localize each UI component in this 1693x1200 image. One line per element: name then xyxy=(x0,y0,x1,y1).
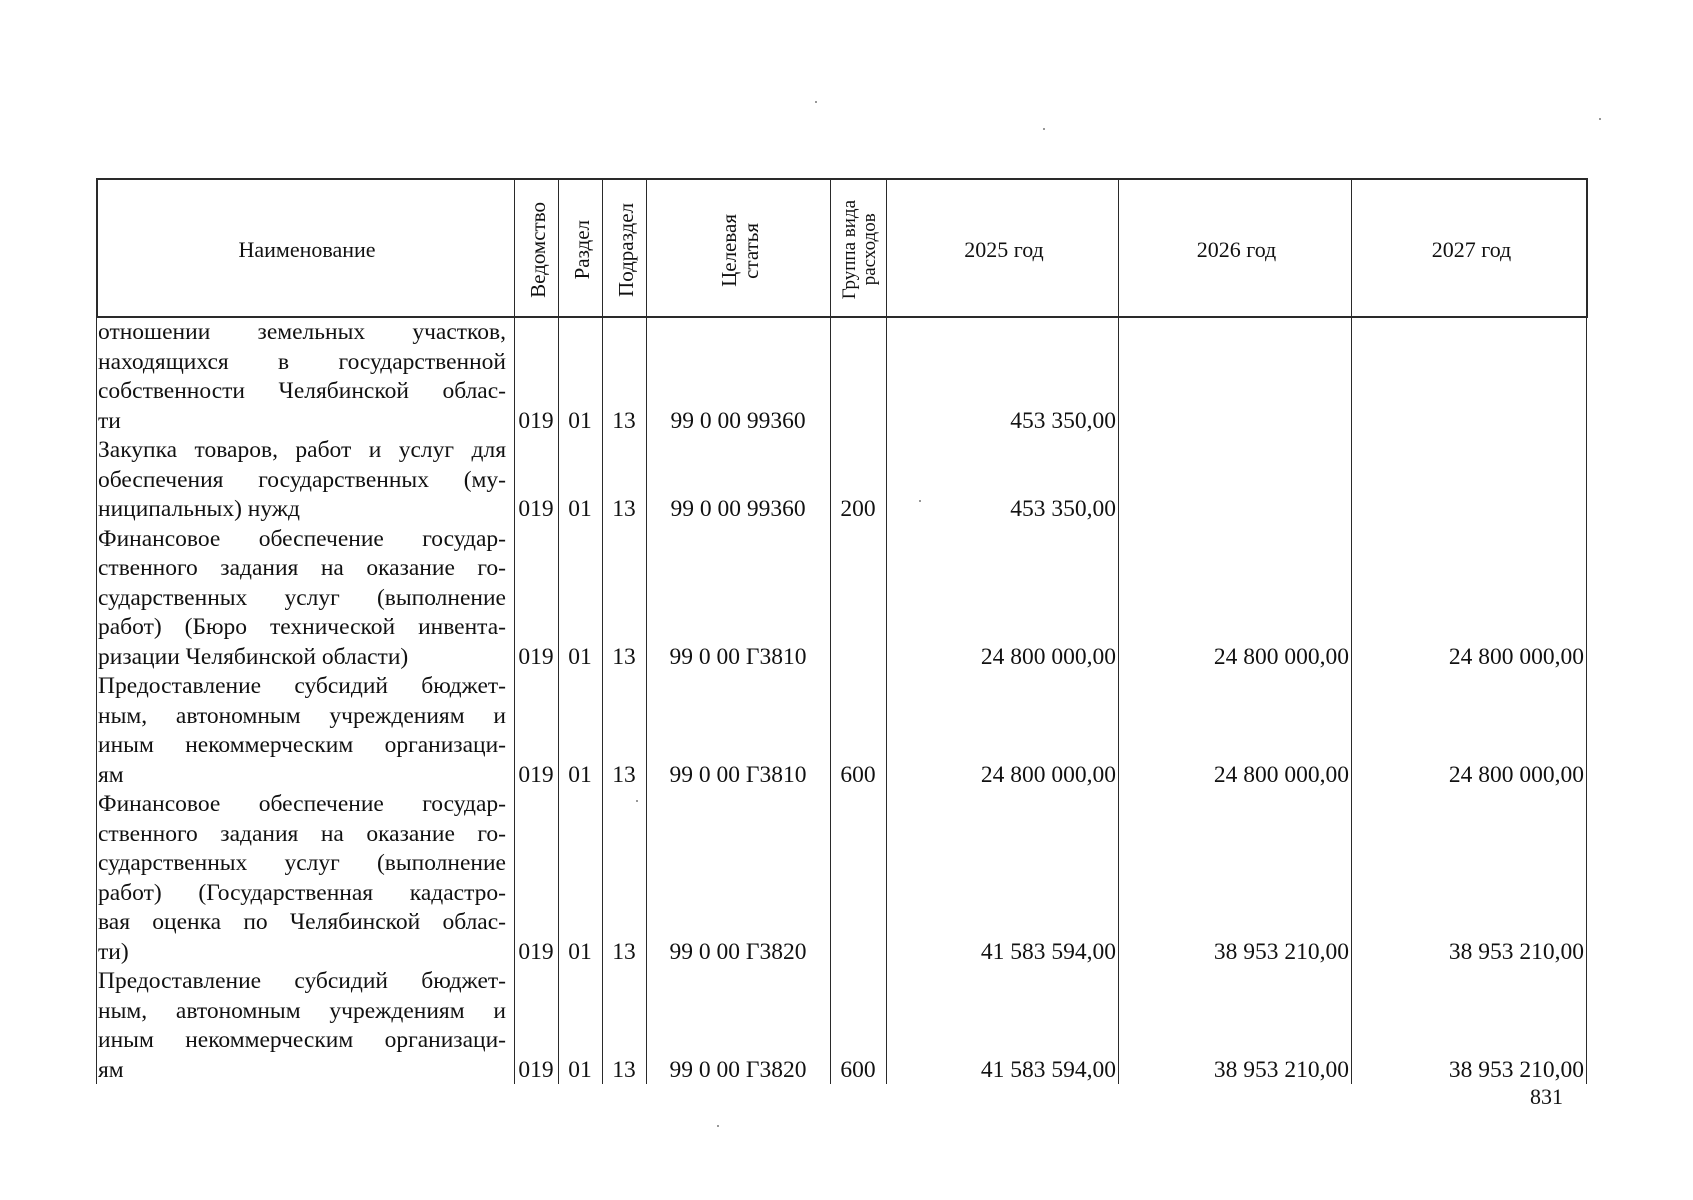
row-section: 01 xyxy=(568,938,592,965)
row-subsection: 13 xyxy=(612,761,636,788)
row-subsection: 13 xyxy=(612,643,636,670)
row-section: 01 xyxy=(568,496,592,522)
row-name-line: ям xyxy=(98,1056,124,1083)
row-name-line: вая оценка по Челябинской облас- xyxy=(98,909,506,935)
row-name xyxy=(98,790,506,967)
row-amount-2026: 38 953 210,00 xyxy=(1213,938,1349,965)
row-target-article: 99 0 00 Г3810 xyxy=(669,761,807,788)
row-target-article: 99 0 00 Г3820 xyxy=(669,938,807,965)
row-subsection: 13 xyxy=(612,496,636,522)
row-amount-2027: 38 953 210,00 xyxy=(1448,938,1584,965)
row-target-article: 99 0 00 Г3810 xyxy=(669,643,807,670)
header-expense-group-line1: Группа вида xyxy=(839,200,861,300)
row-amount-2025: 41 583 594,00 xyxy=(980,938,1116,965)
header-year-2025-label: 2025 год xyxy=(964,236,1044,262)
row-name-line: ным, автономным учреждениям и xyxy=(98,997,506,1024)
row-amount-2025: 24 800 000,00 xyxy=(980,643,1116,670)
header-target-article-label xyxy=(718,214,762,287)
row-department: 019 xyxy=(518,407,554,434)
row-section: 01 xyxy=(568,761,592,788)
row-name-line: Предоставление субсидий бюджет- xyxy=(98,673,506,699)
row-amount-2025: 453 350,00 xyxy=(1010,407,1116,434)
header-department-label: Ведомство xyxy=(525,202,550,298)
page-number: 831 xyxy=(1530,1084,1563,1109)
row-subsection: 13 xyxy=(612,1056,636,1083)
header-year-2026-label: 2026 год xyxy=(1196,236,1277,262)
table-body xyxy=(96,318,1588,1084)
row-department: 019 xyxy=(518,643,554,670)
row-name-line: находящихся в государственной xyxy=(98,348,506,375)
row-name-line: обеспечения государственных (му- xyxy=(98,466,506,493)
table-row xyxy=(96,967,1588,1085)
row-department: 019 xyxy=(518,496,554,522)
table-row xyxy=(96,525,1588,673)
row-name-line: иным некоммерческим организаци- xyxy=(98,732,506,758)
row-name-line: ти) xyxy=(98,938,129,965)
row-name xyxy=(98,318,506,436)
scan-speck xyxy=(717,1125,719,1127)
row-subsection: 13 xyxy=(612,407,636,434)
row-name-line: Закупка товаров, работ и услуг для xyxy=(98,437,506,463)
row-name-line: ям xyxy=(98,761,124,788)
header-year-2027-label: 2027 год xyxy=(1431,236,1512,262)
row-target-article: 99 0 00 99360 xyxy=(670,496,806,522)
header-name xyxy=(98,180,516,320)
row-expense-group: 600 xyxy=(840,1056,876,1083)
header-section-label: Раздел xyxy=(569,220,594,280)
row-department: 019 xyxy=(518,761,554,788)
row-name xyxy=(98,672,506,790)
row-expense-group: 600 xyxy=(840,761,876,788)
header-subsection xyxy=(604,180,648,320)
row-amount-2027: 24 800 000,00 xyxy=(1448,761,1584,788)
header-expense-group-line2: расходов xyxy=(859,214,880,286)
table-row xyxy=(96,790,1588,967)
row-name-line: ственного задания на оказание го- xyxy=(98,555,506,581)
row-amount-2026: 24 800 000,00 xyxy=(1213,761,1349,788)
header-year-2026 xyxy=(1120,180,1353,320)
table-row xyxy=(96,672,1588,790)
row-department: 019 xyxy=(518,938,554,965)
table-row xyxy=(96,318,1588,436)
scan-speck xyxy=(636,800,638,802)
budget-table xyxy=(96,178,1588,1084)
row-amount-2026: 24 800 000,00 xyxy=(1213,643,1349,670)
header-section xyxy=(560,180,604,320)
row-name-line: сударственных услуг (выполнение xyxy=(98,584,506,611)
row-amount-2027: 24 800 000,00 xyxy=(1448,643,1584,670)
row-name-line: Предоставление субсидий бюджет- xyxy=(98,968,506,994)
header-year-2025 xyxy=(888,180,1120,320)
header-target-article-line2: статья xyxy=(739,222,763,278)
row-name-line: отношении земельных участков, xyxy=(98,319,506,345)
scan-speck xyxy=(1599,118,1601,120)
row-expense-group: 200 xyxy=(840,496,876,522)
row-amount-2025: 24 800 000,00 xyxy=(980,761,1116,788)
scan-speck xyxy=(815,101,817,103)
row-name-line: ным, автономным учреждениям и xyxy=(98,702,506,729)
row-name-line: работ) (Государственная кадастро- xyxy=(98,879,506,906)
header-subsection-label: Подраздел xyxy=(613,203,638,297)
table-row xyxy=(96,436,1588,525)
header-target-article xyxy=(648,180,832,320)
row-name-line: Финансовое обеспечение государ- xyxy=(98,791,506,817)
row-amount-2025: 453 350,00 xyxy=(1010,496,1116,522)
row-amount-2026: 38 953 210,00 xyxy=(1213,1056,1349,1083)
table-header-row xyxy=(96,178,1588,318)
row-amount-2027: 38 953 210,00 xyxy=(1448,1056,1584,1083)
row-name-line: ниципальных) нужд xyxy=(98,496,300,522)
row-name-line: собственности Челябинской облас- xyxy=(98,378,506,404)
header-year-2027 xyxy=(1353,180,1590,320)
row-amount-2025: 41 583 594,00 xyxy=(980,1056,1116,1083)
row-name-line: иным некоммерческим организаци- xyxy=(98,1027,506,1053)
scan-speck xyxy=(919,500,921,502)
header-target-article-line1: Целевая xyxy=(716,213,741,287)
row-section: 01 xyxy=(568,643,592,670)
row-section: 01 xyxy=(568,407,592,434)
header-name-label: Наименование xyxy=(238,236,376,262)
row-name-line: Финансовое обеспечение государ- xyxy=(98,525,506,552)
header-expense-group xyxy=(832,180,888,320)
row-name-line: работ) (Бюро технической инвента- xyxy=(98,614,506,640)
row-subsection: 13 xyxy=(612,938,636,965)
row-name-line: ственного задания на оказание го- xyxy=(98,820,506,847)
header-department xyxy=(516,180,560,320)
row-department: 019 xyxy=(518,1056,554,1083)
scan-speck xyxy=(1043,128,1045,130)
row-name xyxy=(98,525,506,673)
row-name xyxy=(98,436,506,525)
row-section: 01 xyxy=(568,1056,592,1083)
row-name-line: ризации Челябинской области) xyxy=(98,643,409,670)
row-name-line: сударственных услуг (выполнение xyxy=(98,850,506,876)
row-target-article: 99 0 00 Г3820 xyxy=(669,1056,807,1083)
row-target-article: 99 0 00 99360 xyxy=(670,407,806,434)
row-name-line: ти xyxy=(98,407,121,434)
row-name xyxy=(98,967,506,1085)
header-expense-group-label xyxy=(840,200,880,299)
